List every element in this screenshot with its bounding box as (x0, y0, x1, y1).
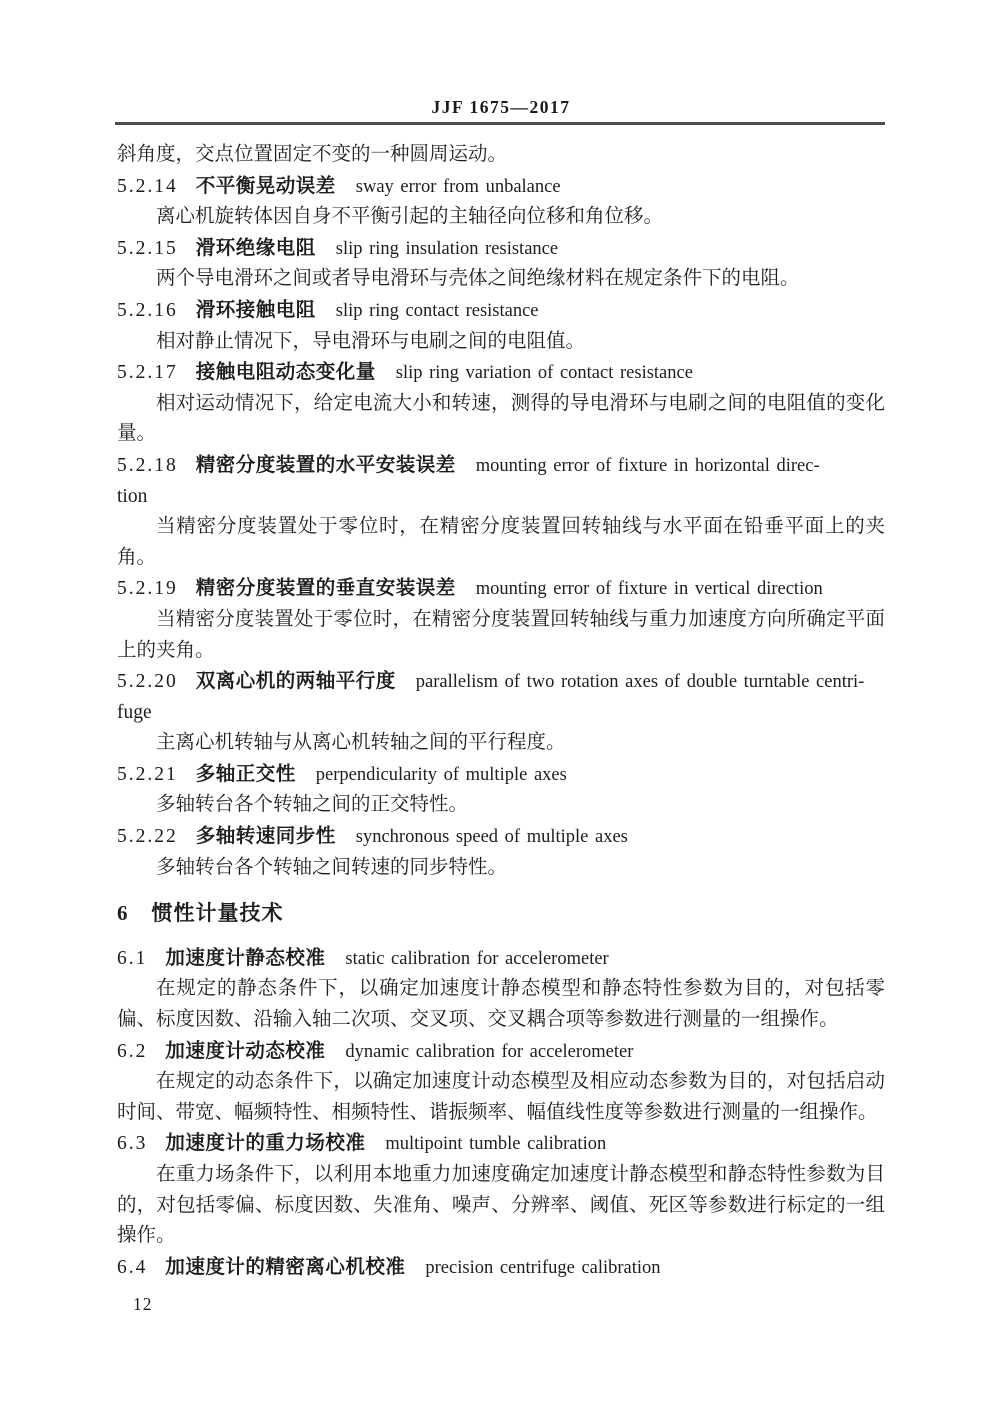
term-english: slip ring variation of contact resistance (395, 363, 693, 384)
clause-number: 5.2.22 (117, 826, 178, 848)
term-english: static calibration for accelerometer (345, 948, 609, 969)
term-entry (117, 171, 885, 203)
continuation-paragraph: tion (117, 485, 148, 507)
definition-paragraph: 在重力场条件下，以利用本地重力加速度确定加速度计静态模型和静态特性参数为目的，对包括零偏、标度因数、失准角、噪声、分辨率、阈值、死区等参数进行标定的一组操作。 (117, 1164, 885, 1247)
term-entry (117, 759, 885, 791)
page-number: 12 (133, 1294, 153, 1314)
clause-number: 5.2.17 (117, 362, 178, 384)
clause-number: 5.2.16 (117, 299, 178, 321)
term-english: precision centrifuge calibration (425, 1257, 661, 1278)
continuation-paragraph: fuge (117, 701, 152, 723)
term-entry (117, 1128, 885, 1160)
term-chinese: 多轴转速同步性 (195, 825, 336, 848)
term-entry (117, 1036, 885, 1068)
definition-paragraph: 相对静止情况下，导电滑环与电刷之间的电阻值。 (156, 330, 586, 352)
term-chinese: 双离心机的两轴平行度 (195, 670, 396, 693)
document-body (117, 140, 885, 1283)
clause-number: 6.1 (117, 947, 148, 969)
definition-paragraph: 相对运动情况下，给定电流大小和转速，测得的导电滑环与电刷之间的电阻值的变化量。 (117, 392, 885, 445)
term-entry (117, 357, 885, 389)
term-english: multipoint tumble calibration (385, 1134, 607, 1155)
term-chinese: 不平衡晃动误差 (195, 174, 336, 197)
term-chinese: 滑环接触电阻 (195, 298, 316, 321)
term-english: slip ring insulation resistance (335, 238, 559, 259)
term-english: mounting error of fixture in horizontal direc- (475, 455, 820, 476)
clause-number: 5.2.21 (117, 763, 178, 785)
doc-number-header: JJF 1675—2017 (431, 97, 571, 117)
continuation-paragraph: 斜角度，交点位置固定不变的一种圆周运动。 (117, 144, 508, 165)
header-divider (115, 122, 885, 125)
definition-paragraph: 当精密分度装置处于零位时，在精密分度装置回转轴线与重力加速度方向所确定平面上的夹角。 (117, 608, 885, 661)
term-chinese: 加速度计的精密离心机校准 (165, 1255, 406, 1278)
section-title: 惯性计量技术 (151, 902, 284, 926)
clause-number: 5.2.20 (117, 671, 178, 693)
term-entry (117, 233, 885, 265)
term-chinese: 加速度计的重力场校准 (165, 1132, 366, 1155)
definition-paragraph: 当精密分度装置处于零位时，在精密分度装置回转轴线与水平面在铅垂平面上的夹角。 (117, 516, 885, 568)
term-english: parallelism of two rotation axes of double turntable centri- (415, 672, 865, 693)
term-english: dynamic calibration for accelerometer (345, 1041, 634, 1062)
clause-number: 5.2.18 (117, 454, 178, 476)
term-english: slip ring contact resistance (335, 300, 539, 321)
term-entry (117, 295, 885, 327)
term-entry (117, 943, 885, 975)
term-chinese: 加速度计静态校准 (165, 946, 326, 969)
definition-paragraph: 两个导电滑环之间或者导电滑环与壳体之间绝缘材料在规定条件下的电阻。 (156, 268, 800, 290)
clause-number: 6.3 (117, 1133, 148, 1155)
term-entry (117, 450, 885, 482)
definition-paragraph: 离心机旋转体因自身不平衡引起的主轴径向位移和角位移。 (156, 206, 664, 228)
definition-paragraph: 多轴转台各个转轴之间的正交特性。 (156, 794, 469, 816)
clause-number: 5.2.19 (117, 578, 178, 600)
term-entry (117, 666, 885, 698)
clause-number: 6.2 (117, 1040, 148, 1062)
term-chinese: 滑环绝缘电阻 (195, 236, 316, 259)
term-english: synchronous speed of multiple axes (355, 827, 628, 848)
term-chinese: 加速度计动态校准 (165, 1039, 326, 1062)
clause-number: 5.2.15 (117, 237, 178, 259)
section-heading (117, 898, 885, 930)
definition-paragraph: 主离心机转轴与从离心机转轴之间的平行程度。 (156, 732, 566, 754)
term-english: perpendicularity of multiple axes (315, 764, 567, 785)
clause-number: 5.2.14 (117, 175, 178, 197)
definition-paragraph: 多轴转台各个转轴之间转速的同步特性。 (156, 856, 508, 878)
term-chinese: 精密分度装置的垂直安装误差 (195, 577, 456, 600)
term-chinese: 接触电阻动态变化量 (195, 361, 376, 384)
term-chinese: 精密分度装置的水平安装误差 (195, 453, 456, 476)
term-english: sway error from unbalance (355, 176, 561, 197)
term-chinese: 多轴正交性 (195, 762, 296, 785)
term-entry (117, 573, 885, 605)
term-english: mounting error of fixture in vertical direction (475, 579, 823, 600)
clause-number: 6.4 (117, 1256, 148, 1278)
section-number: 6 (117, 901, 128, 926)
definition-paragraph: 在规定的动态条件下，以确定加速度计动态模型及相应动态参数为目的，对包括启动时间、带宽、幅频特性、相频特性、谐振频率、幅值线性度等参数进行测量的一组操作。 (117, 1071, 885, 1123)
term-entry (117, 821, 885, 853)
definition-paragraph: 在规定的静态条件下，以确定加速度计静态模型和静态特性参数为目的，对包括零偏、标度因数、沿输入轴二次项、交叉项、交叉耦合项等参数进行测量的一组操作。 (117, 978, 885, 1031)
term-entry (117, 1252, 885, 1284)
